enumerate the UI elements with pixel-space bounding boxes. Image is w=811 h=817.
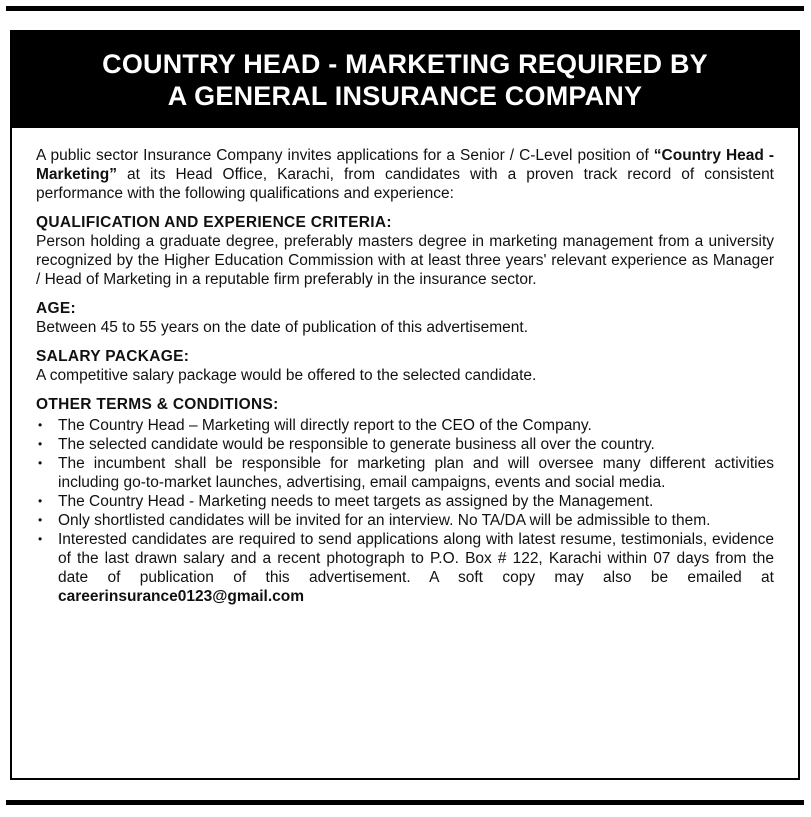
age-text: Between 45 to 55 years on the date of publication of this advertisement.	[36, 319, 529, 336]
ad-body	[12, 128, 798, 606]
contact-email: careerinsurance0123@gmail.com	[58, 588, 305, 605]
terms-item-text: Only shortlisted candidates will be invited for an interview. No TA/DA will be admissible to them.	[58, 512, 711, 529]
terms-item-text: The incumbent shall be responsible for marketing plan and will oversee many different activities including go-to-market launches, advertising, email campaigns, events and social media.	[58, 455, 774, 491]
title-line-1: COUNTRY HEAD - MARKETING REQUIRED BY	[102, 49, 708, 79]
terms-list-item	[36, 416, 774, 435]
terms-item-text: The selected candidate would be responsible to generate business all over the country.	[58, 436, 655, 453]
terms-list-item	[36, 492, 774, 511]
terms-list-item	[36, 530, 774, 606]
terms-item-text: The Country Head – Marketing will directly report to the CEO of the Company.	[58, 417, 592, 434]
intro-text-before: A public sector Insurance Company invites applications for a Senior / C-Level position of	[36, 147, 654, 164]
bottom-rule	[6, 800, 804, 805]
terms-heading: OTHER TERMS & CONDITIONS:	[36, 396, 279, 413]
bullet-icon: •	[38, 494, 43, 508]
intro-paragraph	[36, 146, 774, 203]
terms-list-item	[36, 435, 774, 454]
qualification-heading: QUALIFICATION AND EXPERIENCE CRITERIA:	[36, 214, 392, 231]
ad-header	[12, 32, 798, 128]
bullet-icon: •	[38, 532, 43, 546]
terms-list-item	[36, 511, 774, 530]
qualification-text: Person holding a graduate degree, preferably masters degree in marketing management from a university recognized by the Higher Education Commission with at least three years' relevant experience as Manager / Head of Marketing in a reputable firm preferably in the insurance sector.	[36, 233, 774, 288]
bullet-icon: •	[38, 513, 43, 527]
intro-position: “Country Head - Marketing”	[36, 147, 774, 183]
terms-item-text: Interested candidates are required to send applications along with latest resume, testimonials, evidence of the last drawn salary and a recent photograph to P.O. Box # 122, Karachi within 07 days from the date of publication of this advertisement. A soft copy may also be emailed at	[58, 531, 774, 586]
terms-list-item	[36, 454, 774, 492]
terms-list	[36, 416, 774, 606]
age-heading: AGE:	[36, 300, 76, 317]
bullet-icon: •	[38, 418, 43, 432]
advertisement	[10, 30, 800, 780]
terms-item-text: The Country Head - Marketing needs to meet targets as assigned by the Management.	[58, 493, 654, 510]
salary-heading: SALARY PACKAGE:	[36, 348, 190, 365]
title-line-2: A GENERAL INSURANCE COMPANY	[167, 81, 643, 111]
salary-text: A competitive salary package would be offered to the selected candidate.	[36, 367, 537, 384]
top-rule	[6, 6, 804, 11]
intro-text-after: at its Head Office, Karachi, from candidates with a proven track record of consistent performance with the following qualifications and experience:	[36, 166, 774, 202]
bullet-icon: •	[38, 456, 43, 470]
bullet-icon: •	[38, 437, 43, 451]
